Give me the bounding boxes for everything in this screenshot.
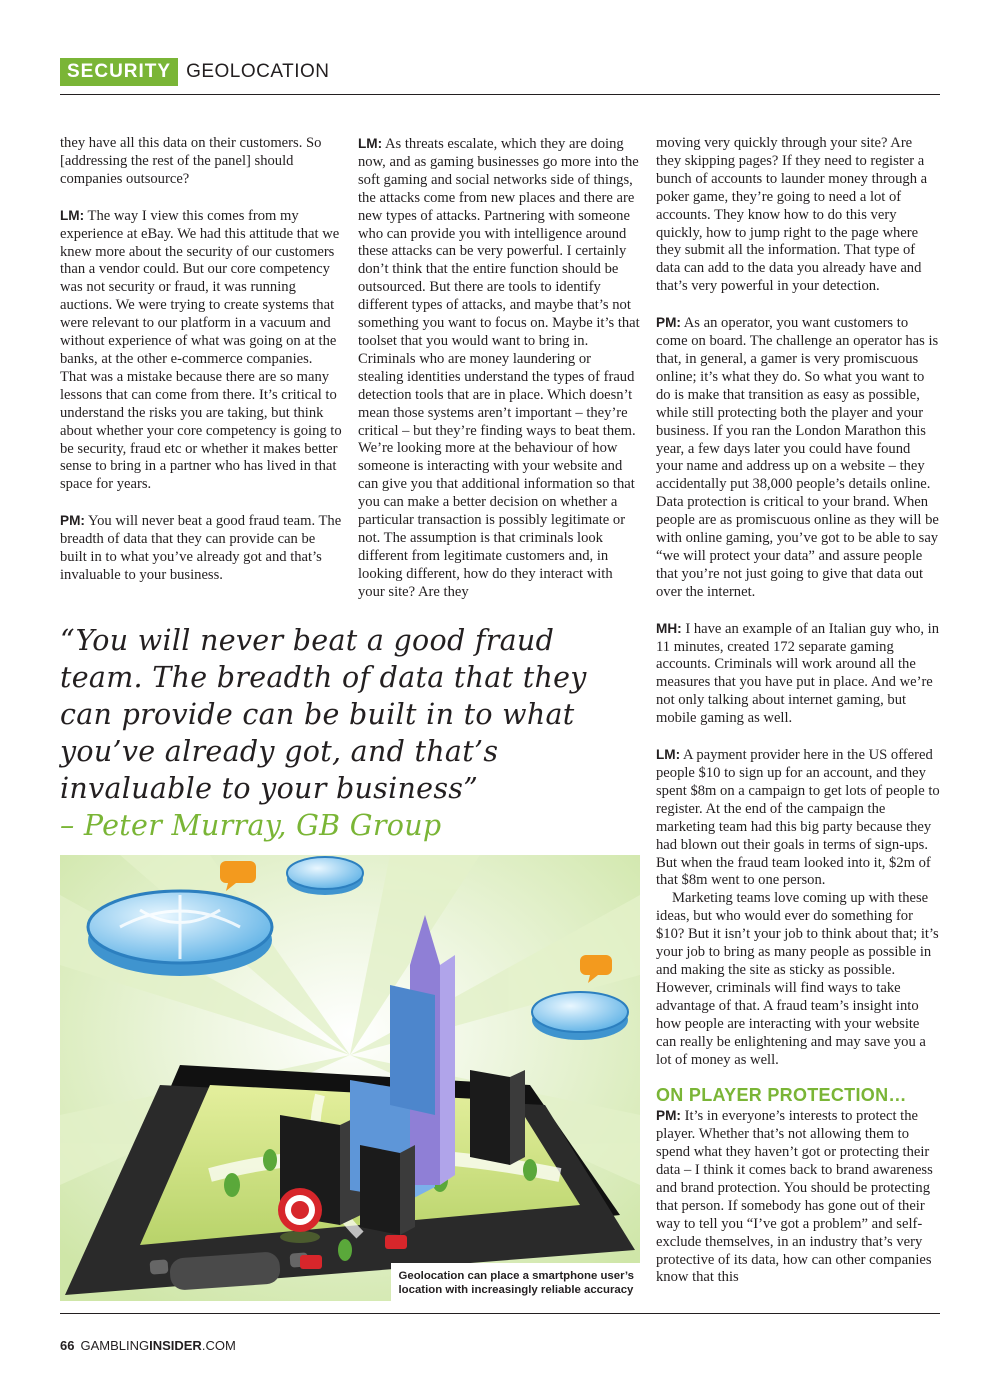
- page-number: 66: [60, 1338, 75, 1353]
- footer-rule: [60, 1313, 940, 1314]
- location-target-icon: [278, 1188, 322, 1243]
- paragraph: [60, 207, 342, 495]
- section-topic: GEOLOCATION: [186, 61, 330, 82]
- page-footer: [60, 1338, 236, 1353]
- paragraph: [656, 135, 940, 296]
- paragraph: [656, 620, 940, 728]
- page-header: [60, 58, 330, 86]
- paragraph: [358, 135, 640, 602]
- pull-quote-text: “You will never beat a good fraud team. The breadth of data that they can provide can be built in to what you’ve already got, and that’s invaluable to your business”: [60, 624, 587, 805]
- speaker-label: PM:: [60, 513, 85, 529]
- caption-line: Geolocation can place a smartphone user’s: [398, 1270, 634, 1282]
- paragraph-text: moving very quickly through your site? Are they skipping pages? If they need to register a bunch of accounts to launder money through a poker game, they’re going to need a lot of accounts. They know how to do this very quickly, how to jump right to the page where they submit all the information. That type of data can add to the data you already have and that’s very powerful in your detection.: [656, 135, 928, 295]
- paragraph-text: Marketing teams love coming up with these ideas, but who would ever do something for $10? But it isn’t your job to think about that; it’s your job to bring as many people as possible in and making the site as sticky as possible. However, criminals will find ways to take advantage of that. A fraud team’s insight into how people are interacting with your website can really be enlightening and may save you a lot of money as well.: [656, 890, 939, 1068]
- speaker-label: LM:: [656, 747, 681, 763]
- speaker-label: LM:: [358, 136, 383, 151]
- speaker-label: PM:: [656, 315, 681, 331]
- paragraph: [656, 746, 940, 890]
- site-name-part: GAMBLING: [80, 1338, 150, 1353]
- paragraph-text: I have an example of an Italian guy who, in 11 minutes, created 172 separate gaming accounts. Criminals will work around all the measures that you have put in place. And we’re not only talking about internet gaming, but mobile gaming as well.: [656, 620, 940, 727]
- paragraph-text: As an operator, you want customers to come on board. The challenge an operator has is that, in general, a gamer is very promiscuous online; it’s what they do. So what you want to do is make that transition as easy as possible, while still protecting both the player and your business. If you ran the London Marathon this year, a few days later you could have found your name and address up on a website – they accidentally put 38,000 people’s details online. Data protection is critical to your brand. When people are as promiscuous online as they will be with online gaming, you’ve got to be able to say “we will protect your data” and assure people that you’re not just going to give that data out over the internet.: [656, 315, 939, 600]
- globe-icon: [88, 891, 272, 976]
- paragraph: [656, 890, 940, 1069]
- caption-line: location with increasingly reliable accuracy: [398, 1284, 634, 1296]
- column-3: [656, 135, 940, 1305]
- paragraph-text: they have all this data on their customers. So [addressing the rest of the panel] should companies outsource?: [60, 135, 322, 187]
- site-name-part: INSIDER: [149, 1338, 202, 1353]
- car-icon: [300, 1255, 322, 1269]
- speaker-label: LM:: [60, 207, 85, 223]
- site-name-part: .COM: [201, 1338, 236, 1353]
- column-2: [358, 135, 640, 620]
- pull-quote: [60, 622, 620, 844]
- header-rule: [60, 94, 940, 95]
- paragraph: [60, 512, 342, 585]
- geolocation-illustration: [60, 855, 640, 1301]
- pull-quote-attribution: – Peter Murray, GB Group: [60, 809, 442, 842]
- speaker-label: MH:: [656, 620, 682, 636]
- globe-icon: [532, 992, 628, 1040]
- section-tag: SECURITY: [60, 58, 178, 86]
- paragraph: [60, 135, 342, 189]
- car-icon: [385, 1235, 407, 1249]
- paragraph-text: As threats escalate, which they are doing now, and as gaming businesses go more into the soft gaming and social networks side of things, the attacks come from new places and there are new types of attacks. Partnering with someone who can provide you with intelligence around these attacks can be very powerful. I certainly don’t think that the entire function should be outsourced. But there are tools to identify different types of attacks, and maybe that’s not something you want to focus on. Maybe it’s that toolset that you would want to bring in. Criminals who are money laundering or stealing identities understand the types of fraud detection tools that are in place. Which doesn’t mean those systems aren’t important – they’re critical – but they’re finding ways to beat them. We’re looking more at the behaviour of how someone is interacting with your website and can give you that additional information so that you can make a better decision on whether a particular transaction is possibly legitimate or not. The assumption is that criminals look different from legitimate customers and, in looking different, how do they interact with your site? Are they: [358, 136, 640, 600]
- paragraph-text: The way I view this comes from my experience at eBay. We had this attitude that we knew more about the security of our customers than a vendor could. But our core competency was not security or fraud, it was running auctions. We were trying to create systems that were relevant to our platform in a vacuum and without experience of what was going on at the banks, at the other e-commerce companies. That was a mistake because there are so many lessons that can come from there. It’s critical to understand the risks you are taking, but think about whether your core competency is going to be security, fraud etc or whether it makes better sense to bring in a partner who has lived in that space for years.: [60, 207, 342, 493]
- paragraph-text: It’s in everyone’s interests to protect the player. Whether that’s not allowing them to spend what they haven’t got or protecting their data – I think it comes back to brand awareness and brand protection. You should be protecting that person. If somebody has gone out of their way to tell you “I’ve got a problem” and self-exclude themselves, in an industry that’s very protective of its data, how can other companies know that this: [656, 1108, 933, 1286]
- paragraph-text: You will never beat a good fraud team. The breadth of data that they can provide can be built in to what you’ve already got and that’s invaluable to your business.: [60, 513, 342, 583]
- paragraph: [656, 1107, 940, 1287]
- speaker-label: PM:: [656, 1108, 681, 1124]
- image-caption: [391, 1263, 640, 1301]
- paragraph: [656, 314, 940, 602]
- column-1: [60, 135, 342, 603]
- subheading: ON PLAYER PROTECTION…: [656, 1085, 907, 1106]
- globe-icon: [287, 857, 363, 895]
- paragraph-text: A payment provider here in the US offered people $10 to sign up for an account, and they spent $8m on a campaign to get lots of people to register. At the end of the campaign the marketing team had this big party because they had blown out their goals in terms of sign-ups. But when the fraud team looked into it, $2m of that $8m went to one person.: [656, 747, 940, 889]
- smartphone-city-illustration: [60, 855, 640, 1301]
